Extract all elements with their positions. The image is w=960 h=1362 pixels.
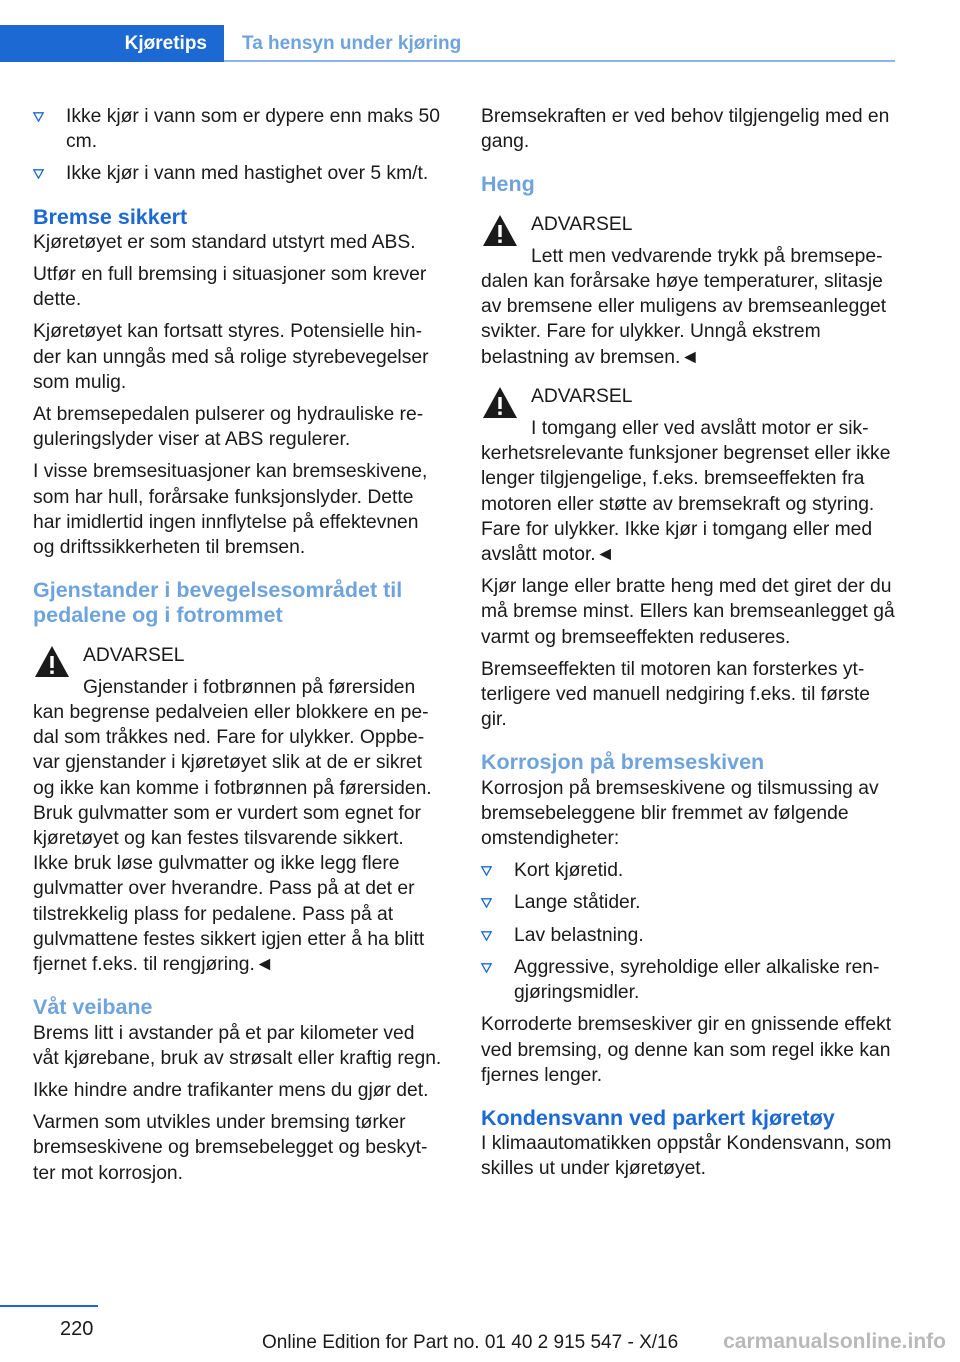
triangle-bullet-icon (33, 112, 44, 122)
paragraph: Kjør lange eller bratte heng med det giret der du må bremse minst. Ellers kan bremseanlegget gå varmt og bremseeffekten reduseres. (481, 576, 895, 648)
triangle-bullet-icon (33, 169, 44, 179)
paragraph: I visse bremsesituasjoner kan bremseskivene, som har hull, forårsake funksjonslyder. Dette har imidlertid ingen innflytelse på effektevnen og driftssikkerheten til bremsen. (33, 461, 428, 559)
paragraph: Bremseeffekten til motoren kan forsterkes ytterligere ved manuell nedgiring f.eks. til første gir. (481, 658, 871, 731)
page-header (0, 25, 895, 62)
subsection-tab[interactable]: Ta hensyn under kjøring (242, 32, 462, 54)
warning-text-content: Lett men vedvarende trykk på bremsepedalen kan forårsake høye temperaturer, slitasje av bremsene eller muligens av bremseanlegget svikter. Fare for ulykker. Unngå ekstrem belastning av bremsen.◄ (481, 245, 887, 368)
triangle-bullet-icon (481, 898, 492, 908)
paragraph: Kjøretøyet kan fortsatt styres. Potensielle hinder kan unngås med så rolige styrebevegelser som mulig. (33, 321, 429, 393)
list-item (33, 161, 443, 186)
right-column (481, 104, 895, 1189)
list-item (481, 923, 895, 948)
list-item-text: Kort kjøretid. (514, 860, 624, 882)
list-item-text: Ikke kjør i vann med hastighet over 5 km/t. (66, 163, 429, 185)
list-item (33, 104, 443, 154)
warning-text-content: Gjenstander i fotbrønnen på førersiden kan begrense pedalveien eller blokkere en pedal som tråkkes ned. Fare for ulykker. Oppbevar gjenstander i kjøretøyet slik at de er sikret og ikke kan komme i fotbrønnen på førersiden. Bruk gulvmatter som er vurdert som egnet for kjøretøyet og kan festes tilsvarende sikkert. Ikke bruk løse gulvmatter og ikke legg flere gulvmatter over hverandre. Pass på at det er tilstrekkelig plass for pedalene. Pass på at gulvmattene festes sikkert igjen etter å ha blitt fjernet f.eks. til rengjøring.◄ (33, 676, 432, 976)
page-number: 220 (60, 1318, 94, 1340)
warning-box (481, 384, 895, 567)
warning-triangle-icon (481, 384, 519, 422)
warning-text (33, 675, 443, 977)
paragraph: Bremsekraften er ved behov tilgjengelig med en gang. (481, 106, 890, 153)
list-item-text: Lav belastning. (514, 924, 644, 946)
paragraph: Varmen som utvikles under bremsing tørker bremseskivene og bremsebelegget og beskytter mot korrosjon. (33, 1112, 428, 1184)
left-column (33, 104, 443, 1193)
list-item-text: Lange ståtider. (514, 892, 641, 914)
footer-divider (0, 1305, 98, 1307)
list-item-text: Aggressive, syreholdige eller alkaliske rengjøringsmidler. (514, 956, 880, 1004)
warning-title: ADVARSEL (531, 213, 633, 235)
warning-text (481, 416, 895, 567)
warning-triangle-icon (481, 212, 519, 250)
list-item (481, 955, 895, 1005)
heading-heng: Heng (481, 172, 535, 197)
paragraph: Ikke hindre andre trafikanter mens du gjør det. (33, 1079, 429, 1101)
warning-text-content: I tomgang eller ved avslått motor er sikkerhetsrelevante funksjoner begrenset eller ikke lenger tilgjengelige, f.eks. bremseeffekten fra motoren eller støtte av bremsekraft og styring. Fare for ulykker. Ikke kjør i tomgang eller med avslått motor.◄ (481, 418, 891, 566)
triangle-bullet-icon (481, 931, 492, 941)
paragraph: Korrosjon på bremseskivene og tilsmussing av bremsebeleggene blir fremmet av følgende omstendigheter: (481, 777, 879, 850)
heading-korrosjon: Korrosjon på bremseskiven (481, 750, 765, 775)
list-item (481, 890, 895, 915)
heading-kondensvann: Kondensvann ved parkert kjøretøy (481, 1105, 835, 1130)
paragraph: Korroderte bremseskiver gir en gnissende effekt ved bremsing, og denne kan som regel ikke kan fjernes lenger. (481, 1014, 892, 1086)
warning-box (481, 212, 895, 370)
warning-title: ADVARSEL (83, 644, 185, 666)
header-divider (224, 60, 895, 62)
warning-text (481, 244, 895, 370)
paragraph: Kjøretøyet er som standard utstyrt med ABS. (33, 231, 416, 253)
section-tab[interactable]: Kjøretips (0, 25, 224, 62)
triangle-bullet-icon (481, 866, 492, 876)
paragraph: I klimaautomatikken oppstår Kondensvann, som skilles ut under kjøretøyet. (481, 1133, 892, 1180)
triangle-bullet-icon (481, 963, 492, 973)
paragraph: Utfør en full bremsing i situasjoner som krever dette. (33, 264, 427, 311)
edition-text: Online Edition for Part no. 01 40 2 915 547 - X/16 (262, 1332, 679, 1353)
warning-box (33, 643, 443, 978)
heading-vaat-veibane: Våt veibane (33, 995, 153, 1020)
list-item (481, 858, 895, 883)
list-item-text: Ikke kjør i vann som er dypere enn maks 50 cm. (66, 106, 440, 153)
watermark: carmanualsonline.info (723, 1330, 946, 1353)
paragraph: At bremsepedalen pulserer og hydrauliske reguleringslyder viser at ABS regulerer. (33, 404, 424, 451)
heading-gjenstander: Gjenstander i bevegelsesområdet til pedalene og i fotrommet (33, 578, 403, 628)
warning-title: ADVARSEL (531, 385, 633, 407)
paragraph: Brems litt i avstander på et par kilometer ved våt kjørebane, bruk av strøsalt eller kraftig regn. (33, 1022, 442, 1069)
warning-triangle-icon (33, 643, 71, 681)
heading-bremse-sikkert: Bremse sikkert (33, 204, 188, 229)
